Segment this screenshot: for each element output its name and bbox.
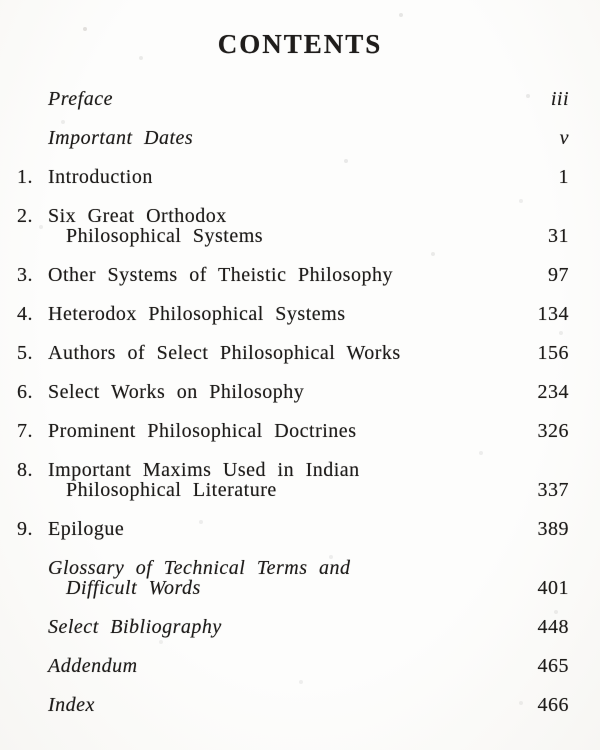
toc-entry-14 xyxy=(17,656,569,676)
entry-title xyxy=(48,382,538,402)
entry-title xyxy=(48,695,538,715)
entry-title-line1: Preface xyxy=(48,88,113,110)
entry-title xyxy=(48,656,538,676)
toc-entry-8 xyxy=(17,382,569,402)
entry-page-number: 97 xyxy=(548,264,569,286)
entry-page-number: 337 xyxy=(537,479,569,501)
entry-page-number: 401 xyxy=(537,577,569,599)
toc-entry-3 xyxy=(17,167,569,187)
entry-number: 8. xyxy=(17,459,33,481)
entry-page-number: 234 xyxy=(537,381,569,403)
entry-title xyxy=(48,460,538,500)
page-title: CONTENTS xyxy=(217,29,383,59)
toc-entry-10 xyxy=(17,460,569,500)
entry-page-number: 389 xyxy=(537,518,569,540)
entry-number: 4. xyxy=(17,303,33,325)
toc-entry-6 xyxy=(17,304,569,324)
entry-number: 3. xyxy=(17,264,33,286)
entry-title-line1: Addendum xyxy=(48,655,138,677)
toc-entry-13 xyxy=(17,617,569,637)
toc-entry-4 xyxy=(17,206,569,246)
entry-title-line1: Introduction xyxy=(48,166,153,188)
table-of-contents xyxy=(0,89,600,715)
entry-page-number: 31 xyxy=(548,225,569,247)
entry-title-line1: Heterodox Philosophical Systems xyxy=(48,303,346,325)
entry-number: 7. xyxy=(17,420,33,442)
entry-title-line1: Important Dates xyxy=(48,127,194,149)
entry-title-line1: Other Systems of Theistic Philosophy xyxy=(48,264,393,286)
entry-title-line2: Philosophical Systems xyxy=(66,225,264,247)
entry-number: 5. xyxy=(17,342,33,364)
toc-entry-7 xyxy=(17,343,569,363)
entry-title xyxy=(48,421,538,441)
entry-title xyxy=(48,167,559,187)
toc-entry-12 xyxy=(17,558,569,598)
entry-page-number: 134 xyxy=(537,303,569,325)
entry-title-line1: Glossary of Technical Terms and xyxy=(48,557,351,579)
entry-page-number: 448 xyxy=(537,616,569,638)
entry-number: 6. xyxy=(17,381,33,403)
entry-page-number: 465 xyxy=(537,655,569,677)
entry-title-line1: Prominent Philosophical Doctrines xyxy=(48,420,357,442)
toc-entry-2 xyxy=(17,128,569,148)
entry-title-line1: Select Bibliography xyxy=(48,616,222,638)
entry-title-line2: Philosophical Literature xyxy=(66,479,277,501)
entry-number: 1. xyxy=(17,166,33,188)
entry-title xyxy=(48,617,538,637)
entry-number: 9. xyxy=(17,518,33,540)
scan-noise-specks xyxy=(0,0,2,2)
entry-page-number: 326 xyxy=(537,420,569,442)
entry-title-line1: Select Works on Philosophy xyxy=(48,381,305,403)
entry-title xyxy=(48,206,548,246)
entry-page-number: 156 xyxy=(537,342,569,364)
entry-title xyxy=(48,558,538,598)
entry-title xyxy=(48,343,538,363)
entry-title-line1: Six Great Orthodox xyxy=(48,205,227,227)
entry-title-line1: Important Maxims Used in Indian xyxy=(48,459,360,481)
entry-page-number: v xyxy=(559,127,569,149)
entry-page-number: 466 xyxy=(537,694,569,716)
entry-title xyxy=(48,519,538,539)
toc-entry-5 xyxy=(17,265,569,285)
entry-title-line1: Index xyxy=(48,694,95,716)
entry-page-number: iii xyxy=(550,88,569,110)
entry-number: 2. xyxy=(17,205,33,227)
entry-title xyxy=(48,128,560,148)
entry-title-line2: Difficult Words xyxy=(66,577,201,599)
entry-title-line1: Epilogue xyxy=(48,518,125,540)
entry-title xyxy=(48,89,551,109)
entry-title-line1: Authors of Select Philosophical Works xyxy=(48,342,401,364)
entry-title xyxy=(48,304,538,324)
toc-entry-9 xyxy=(17,421,569,441)
toc-entry-15 xyxy=(17,695,569,715)
entry-title xyxy=(48,265,548,285)
toc-entry-11 xyxy=(17,519,569,539)
toc-entry-1 xyxy=(17,89,569,109)
entry-page-number: 1 xyxy=(558,166,569,188)
